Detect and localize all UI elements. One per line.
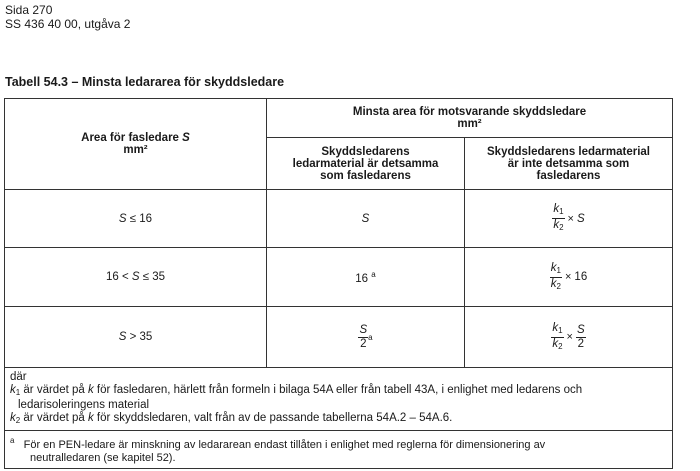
- table-row: [5, 190, 673, 248]
- same-material-cell: $\frac{S}{2}$ a: [267, 307, 465, 368]
- different-material-header: Skyddsledarens ledarmaterial är inte detsamma som fasledarens: [465, 138, 673, 190]
- different-material-cell: $\frac{k_1}{k_2}$ × S: [465, 190, 673, 248]
- same-material-cell: S: [267, 190, 465, 248]
- notes-row: [5, 368, 673, 431]
- table-row: [5, 248, 673, 307]
- condition-cell: S ≤ 16: [5, 190, 267, 248]
- different-material-cell: $\frac{k_1}{k_2}$ × $\frac{S}{2}$: [465, 307, 673, 368]
- page-header: [5, 3, 130, 31]
- page-number: Sida 270: [5, 3, 53, 17]
- phase-conductor-area-header: Area för fasledare S mm²: [5, 99, 267, 190]
- same-material-cell: 16 $^a$: [267, 248, 465, 307]
- variable-definitions: där $k_1$ är värdet på k för fasledaren, härlett från formeln i bilaga 54A eller från tabell 43A, i enlighet med ledarens och ledarisoleringens material $k_2$ är värdet på k för skyddsledaren, valt från av de passande tabellerna 54A.2 – 54A.6.: [5, 368, 673, 431]
- minimum-area-group-header: Minsta area för motsvarande skyddsledare mm²: [267, 99, 673, 138]
- different-material-cell: $\frac{k_1}{k_2}$ × 16: [465, 248, 673, 307]
- condition-cell: 16 < S ≤ 35: [5, 248, 267, 307]
- condition-cell: S > 35: [5, 307, 267, 368]
- standard-reference: SS 436 40 00, utgåva 2: [5, 17, 131, 31]
- same-material-header: Skyddsledarens ledarmaterial är detsamma som fasledarens: [267, 138, 465, 190]
- table-caption: Tabell 54.3 – Minsta ledararea för skyddsledare: [5, 75, 285, 89]
- footnote: $^a$ För en PEN-ledare är minskning av ledararean endast tillåten i enlighet med reglerna för dimensionering av neutralledaren (se kapitel 52).: [5, 431, 673, 469]
- conductor-area-table: [4, 98, 673, 469]
- table-row: [5, 307, 673, 368]
- footnote-row: [5, 431, 673, 469]
